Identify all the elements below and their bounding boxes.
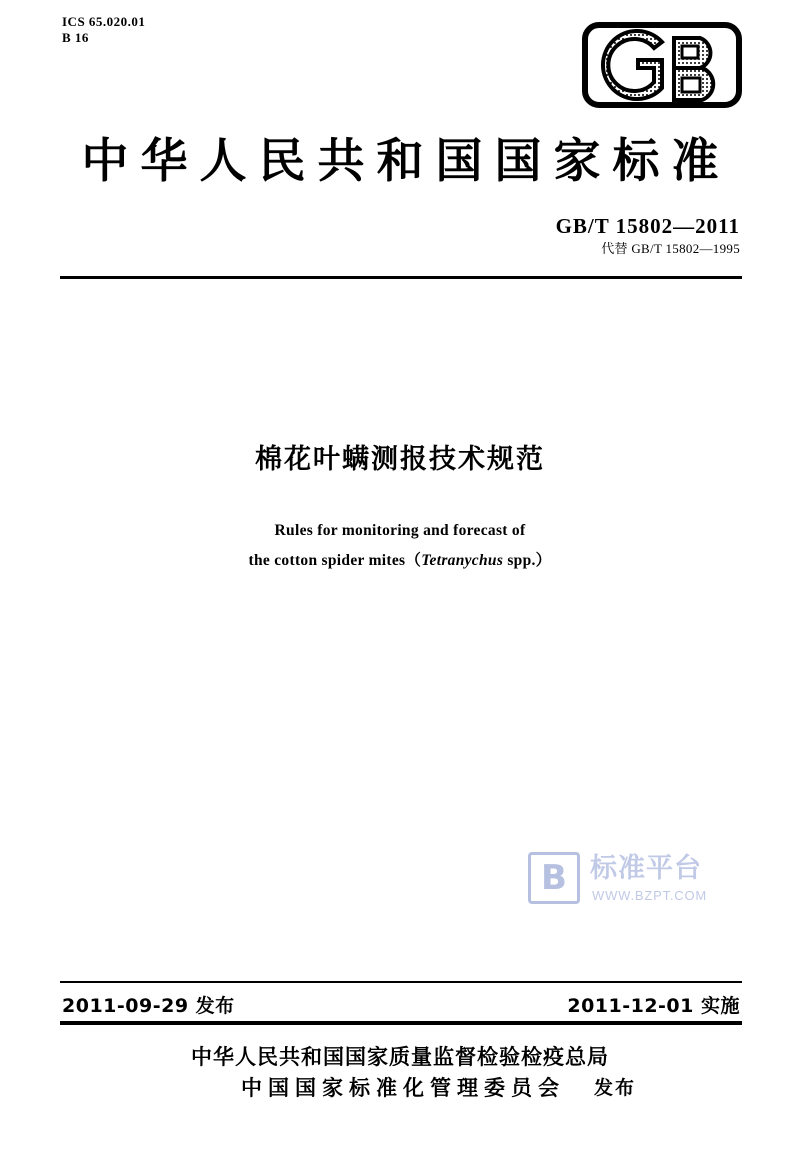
standard-number: GB/T 15802—2011 <box>555 214 740 238</box>
issue-date: 2011-09-29 发布 <box>62 995 235 1017</box>
classification-code: B 16 <box>62 30 89 45</box>
watermark-text: 标准平台 <box>590 853 702 884</box>
standard-number-block <box>556 214 740 258</box>
header-divider <box>60 276 742 279</box>
document-title-en <box>0 516 800 576</box>
title-en-prefix: the cotton spider mites（ <box>248 552 422 569</box>
watermark <box>528 852 758 914</box>
footer-divider-top <box>60 981 742 983</box>
implementation-date: 2011-12-01 实施 <box>567 995 740 1017</box>
ics-classification-block <box>62 14 145 46</box>
ics-code: ICS 65.020.01 <box>62 14 146 29</box>
authority-title: 中华人民共和国国家标准 <box>81 134 731 189</box>
publisher-line-1: 中华人民共和国国家质量监督检验检疫总局 <box>191 1045 609 1069</box>
title-en-genus: Tetranychus <box>421 552 504 569</box>
gb-emblem-icon <box>582 22 742 108</box>
document-title-en-line2 <box>0 546 800 576</box>
document-title-cn: 棉花叶螨测报技术规范 <box>255 444 545 475</box>
watermark-badge-icon: B <box>528 852 580 904</box>
publisher-block <box>0 1042 800 1104</box>
publisher-issue-label: 发布 <box>594 1077 637 1099</box>
title-en-suffix: spp.） <box>503 552 552 569</box>
publisher-line-2: 中国国家标准化管理委员会 <box>241 1076 565 1100</box>
standard-replaces: 代替 GB/T 15802—1995 <box>601 241 740 256</box>
footer-divider-bottom <box>60 1021 742 1025</box>
watermark-url: WWW.BZPT.COM <box>592 888 708 903</box>
document-title-en-line1: Rules for monitoring and forecast of <box>274 522 526 539</box>
